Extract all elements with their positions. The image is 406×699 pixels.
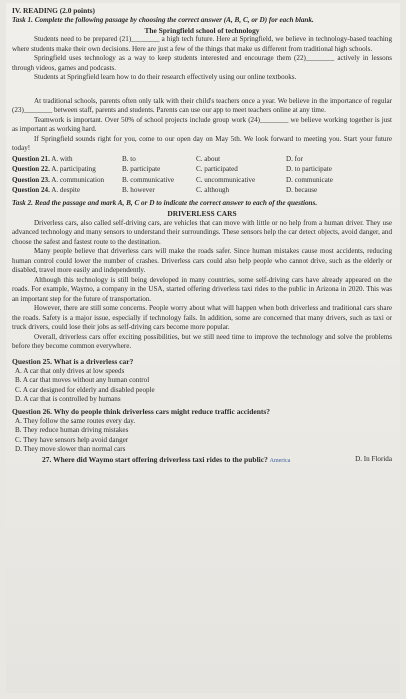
answer-option[interactable]: B. to (122, 154, 136, 163)
question-27-row (12, 455, 392, 466)
answer-option[interactable]: D. In Florida (355, 454, 392, 463)
task2-paragraph: Driverless cars, also called self-driving cars, are vehicles that can move with little or no help from a human driver. They use advanced technology and many sensors to understand their surroundings. These sensors help the car detect objects, avoid danger, and choose the safest and fastest route to the destination. (12, 218, 392, 246)
question-21-label: Question 21. A. with (12, 154, 73, 163)
answer-option[interactable]: B. however (122, 186, 155, 195)
answer-option[interactable]: B. They reduce human driving mistakes (15, 426, 129, 435)
worksheet-page (6, 3, 400, 693)
task1-instruction: Task 1. Complete the following passage by choosing the correct answer (A, B, C, or D) for each blank. (12, 15, 314, 24)
task1-paragraph: If Springfield sounds right for you, come to our open day on May 5th. We look forward to meeting you. Start your future today! (12, 134, 392, 153)
answer-option[interactable]: C. about (196, 154, 221, 163)
answer-option[interactable]: B. communicative (122, 175, 175, 184)
answer-option[interactable]: A. They follow the same routes every day. (15, 416, 136, 425)
task2-title: DRIVERLESS CARS (167, 208, 237, 218)
task2-paragraph: Although this technology is still being developed in many countries, some self-driving cars have already appeared on the roads. For example, Waymo, a company in the USA, started offering driverless taxi rides to the public in Arizona in 2020. This was an important step for the future of transportation. (12, 275, 392, 303)
answer-option[interactable]: D. to participate (286, 165, 332, 174)
answer-option[interactable]: B. A car that moves without any human control (15, 376, 150, 385)
answer-option[interactable]: D. They move slower than normal cars (15, 445, 126, 454)
question-25 (12, 357, 392, 405)
answer-option[interactable]: C. They have sensors help avoid danger (15, 435, 129, 444)
question-22-label: Question 22. A. participating (12, 165, 96, 174)
question-25-title: Question 25. What is a driverless car? (12, 356, 134, 366)
answer-option[interactable]: A. despite (51, 186, 80, 195)
question-27-title: 27. Where did Waymo start offering driverless taxi rides to the public? (42, 454, 268, 464)
question-26-title: Question 26. Why do people think driverless cars might reduce traffic accidents? (12, 406, 271, 416)
task1-title: The Springfield school of technology (144, 25, 260, 35)
task1-paragraph: At traditional schools, parents often only talk with their child's teachers once a year. We believe in the importance of regular (23)________ between staff, parents and students. Parents can use our app to meet teachers online at any time. (12, 96, 392, 115)
task2-paragraph: However, there are still some concerns. People worry about what will happen when both driverless and traditional cars share the roads. Safety is a major issue, especially if technology fails. In addition, some are concerned that many drivers, such as taxi or truck drivers, could lose their jobs as self-driving cars become more popular. (12, 304, 392, 332)
answer-option[interactable]: C. although (196, 186, 230, 195)
question-24-label: Question 24. A. despite (12, 186, 80, 195)
question-27-partial-option: America (269, 457, 291, 464)
task2-instruction: Task 2. Read the passage and mark A, B, C or D to indicate the correct answer to each of the questions. (12, 198, 318, 207)
section-header: IV. READING (2.0 points) (12, 6, 96, 15)
task1-paragraph: Teamwork is important. Over 50% of school projects include group work (24)________ we believe working together is just as important as working hard. (12, 115, 392, 134)
answer-option[interactable]: A. participating (51, 165, 96, 174)
answer-option[interactable]: A. with (51, 154, 73, 163)
answer-option[interactable]: D. communicate (286, 175, 333, 184)
answer-option[interactable]: C. uncommunicative (196, 175, 256, 184)
task1-paragraph: Springfield uses technology as a way to keep students interested and encourage them (22)________ actively in lessons through videos, games and podcasts. (12, 54, 392, 72)
question-23-label: Question 23. A. communication (12, 175, 105, 184)
answer-option[interactable]: D. for (286, 154, 303, 163)
task2-paragraph: Many people believe that driverless cars will make the roads safer. Since human mistakes cause most accidents, reducing human control could lower the number of crashes. Driverless cars could also help people who cannot drive, such as the elderly or disabled, travel more easily and independently. (12, 247, 392, 275)
task1-question-grid (12, 155, 392, 196)
answer-option[interactable]: D. because (286, 186, 318, 195)
answer-option[interactable]: A. A car that only drives at low speeds (15, 366, 125, 375)
task1-paragraph: Students need to be prepared (21)________ a high tech future. Here at Springfield, we believe in technology-based teaching where students make their own decisions. Here are just a few of the things that make us different from traditional high schools. (12, 35, 392, 53)
answer-option[interactable]: A. communication (51, 175, 105, 184)
task1-paragraph: Students at Springfield learn how to do their research effectively using our online textbooks. (34, 73, 297, 82)
answer-option[interactable]: C. participated (196, 165, 238, 174)
answer-option[interactable]: C. A car designed for elderly and disabled people (15, 385, 155, 394)
answer-option[interactable]: B. participate (122, 165, 161, 174)
task2-paragraph: Overall, driverless cars offer exciting possibilities, but we still need time to improve the technology and solve the problems before they become common everywhere. (12, 332, 392, 351)
question-26 (12, 407, 392, 455)
answer-option[interactable]: D. A car that is controlled by humans (15, 395, 121, 404)
